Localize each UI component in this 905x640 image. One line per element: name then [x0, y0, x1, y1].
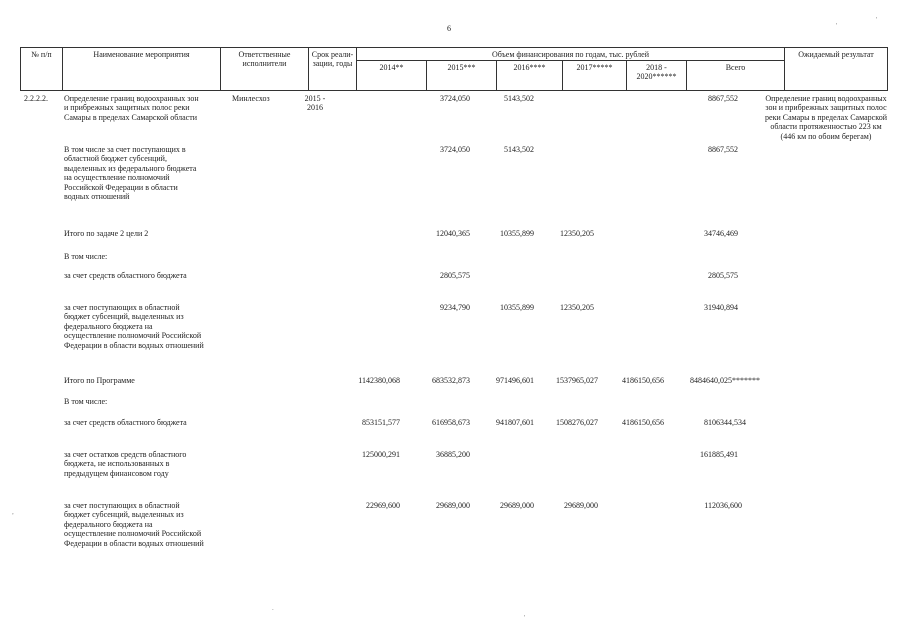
cell-2016: 10355,899: [500, 229, 534, 238]
cell-total: 8106344,534: [704, 418, 746, 427]
row-name: за счет остатков средств областного бюджета, не использованных в предыдущем финансовом году: [64, 450, 187, 478]
cell-2017: 29689,000: [564, 501, 598, 510]
expected-result: Определение границ водоохранных зон и прибрежных защитных полос реки Самары в пределах Самарской области протяженностью 223 км (446 км по обоим берегам): [765, 94, 887, 141]
cell-2015: 2805,575: [440, 271, 470, 280]
cell-2016: 5143,502: [504, 94, 534, 103]
cell-2014: 1142380,068: [358, 376, 400, 385]
row-name: В том числе:: [64, 397, 108, 406]
cell-2016: 971496,601: [496, 376, 534, 385]
header-term: Срок реали-зации, годы: [309, 48, 357, 90]
cell-total: 8484640,025*******: [690, 376, 760, 385]
row-responsible: Минлесхоз: [232, 94, 270, 103]
row-name: за счет средств областного бюджета: [64, 271, 187, 280]
cell-2015: 9234,790: [440, 303, 470, 312]
scan-speck: ': [876, 16, 878, 24]
cell-total: 8867,552: [708, 145, 738, 154]
scan-speck: ,: [12, 508, 14, 516]
header-name: Наименование мероприятия: [63, 48, 221, 90]
cell-2016: 10355,899: [500, 303, 534, 312]
row-name: Итого по Программе: [64, 376, 135, 385]
cell-2015: 3724,050: [440, 94, 470, 103]
cell-total: 8867,552: [708, 94, 738, 103]
header-num: № п/п: [21, 48, 63, 90]
row-name: В том числе за счет поступающих в областной бюджет субсенций, выделенных из федерального бюджета на осуществление полномочий Российской Федерации в области водных отношений: [64, 145, 197, 202]
cell-2015: 616958,673: [432, 418, 470, 427]
page-number: 6: [447, 24, 451, 33]
cell-2017: 1537965,027: [556, 376, 598, 385]
cell-total: 2805,575: [708, 271, 738, 280]
scan-speck: .: [272, 604, 274, 612]
cell-2016: 5143,502: [504, 145, 534, 154]
cell-2018-2020: 4186150,656: [622, 418, 664, 427]
header-funding: Объем финансирования по годам, тыс. рублей: [357, 48, 785, 60]
row-name: Итого по задаче 2 цели 2: [64, 229, 149, 238]
header-year-2015: 2015***: [427, 60, 497, 90]
row-name: В том числе:: [64, 252, 108, 261]
cell-total: 34746,469: [704, 229, 738, 238]
scan-speck: ': [524, 614, 526, 622]
header-year-2016: 2016****: [497, 60, 563, 90]
cell-2014: 22969,600: [366, 501, 400, 510]
cell-2015: 3724,050: [440, 145, 470, 154]
row-name: Определение границ водоохранных зон и прибрежных защитных полос реки Самары в пределах Самарской области: [64, 94, 199, 122]
header-year-2017: 2017*****: [563, 60, 627, 90]
cell-2014: 125000,291: [362, 450, 400, 459]
row-name: за счет поступающих в областной бюджет субсенций, выделенных из федерального бюджета на осуществление полномочий Российской Федерации в области водных отношений: [64, 501, 204, 548]
table-header: [20, 47, 888, 91]
cell-total: 161885,491: [700, 450, 738, 459]
cell-2015: 29689,000: [436, 501, 470, 510]
row-name: за счет поступающих в областной бюджет субсенций, выделенных из федерального бюджета на осуществление полномочий Российской Федерации в области водных отношений: [64, 303, 204, 350]
cell-total: 112036,600: [704, 501, 742, 510]
cell-2018-2020: 4186150,656: [622, 376, 664, 385]
scan-speck: ': [836, 22, 838, 30]
row-term: 2015 - 2016: [304, 94, 326, 113]
header-year-2018-2020: 2018 - 2020******: [627, 60, 687, 90]
row-number: 2.2.2.2.: [24, 94, 48, 103]
row-name: за счет средств областного бюджета: [64, 418, 187, 427]
cell-2014: 853151,577: [362, 418, 400, 427]
cell-2017: 12350,205: [560, 303, 594, 312]
header-year-2014: 2014**: [357, 60, 427, 90]
cell-2017: 12350,205: [560, 229, 594, 238]
cell-2016: 941807,601: [496, 418, 534, 427]
cell-2015: 36885,200: [436, 450, 470, 459]
cell-total: 31940,894: [704, 303, 738, 312]
header-responsible: Ответственные исполнители: [221, 48, 309, 90]
cell-2015: 12040,365: [436, 229, 470, 238]
header-total: Всего: [687, 60, 785, 90]
cell-2016: 29689,000: [500, 501, 534, 510]
cell-2015: 683532,873: [432, 376, 470, 385]
cell-2017: 1508276,027: [556, 418, 598, 427]
header-expected-result: Ожидаемый результат: [798, 50, 874, 59]
